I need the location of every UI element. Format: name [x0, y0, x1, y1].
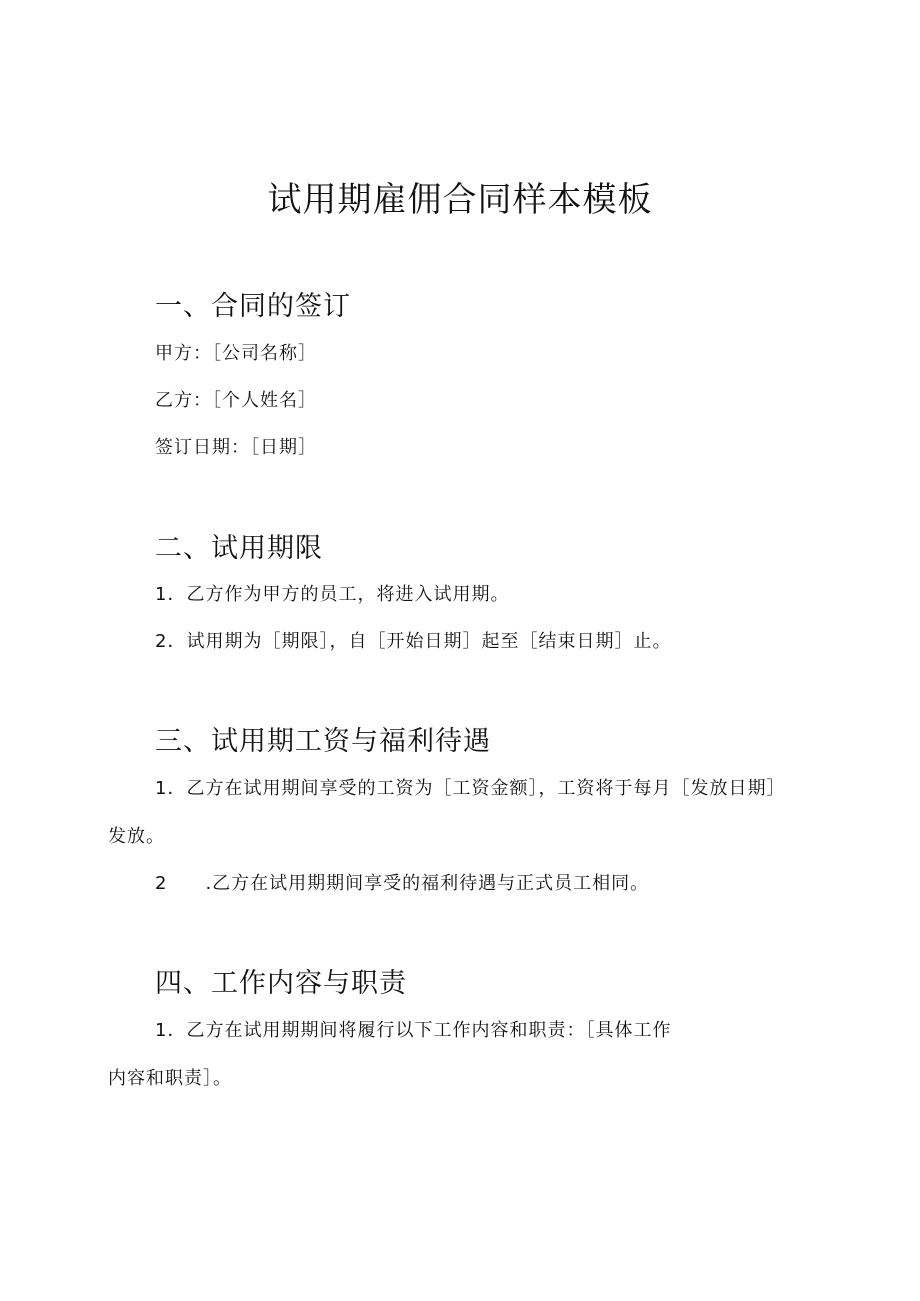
section-4-heading: 四、工作内容与职责	[155, 968, 407, 999]
clause-2-1: 1．乙方作为甲方的员工，将进入试用期。	[155, 584, 510, 605]
section-3-heading: 三、试用期工资与福利待遇	[155, 726, 491, 757]
clause-3-2	[155, 869, 649, 895]
clause-2-2: 2．试用期为［期限］，自［开始日期］起至［结束日期］止。	[155, 631, 672, 652]
party-b-line: 乙方：［个人姓名］	[155, 390, 317, 411]
clause-3-1: 1．乙方在试用期间享受的工资为［工资金额］，工资将于每月［发放日期］	[155, 778, 786, 799]
section-1-heading: 一、合同的签订	[155, 291, 351, 322]
clause-3-2-number: 2	[155, 873, 168, 894]
sign-date-line: 签订日期：［日期］	[155, 437, 317, 458]
clause-4-1-continued: 内容和职责］。	[108, 1068, 232, 1089]
document-title: 试用期雇佣合同样本模板	[267, 180, 653, 220]
clause-3-2-text: .乙方在试用期期间享受的福利待遇与正式员工相同。	[205, 873, 650, 894]
clause-4-1: 1．乙方在试用期期间将履行以下工作内容和职责：［具体工作	[155, 1020, 672, 1041]
party-a-line: 甲方：［公司名称］	[155, 343, 317, 364]
clause-3-1-continued: 发放。	[108, 826, 165, 847]
section-2-heading: 二、试用期限	[155, 533, 323, 564]
